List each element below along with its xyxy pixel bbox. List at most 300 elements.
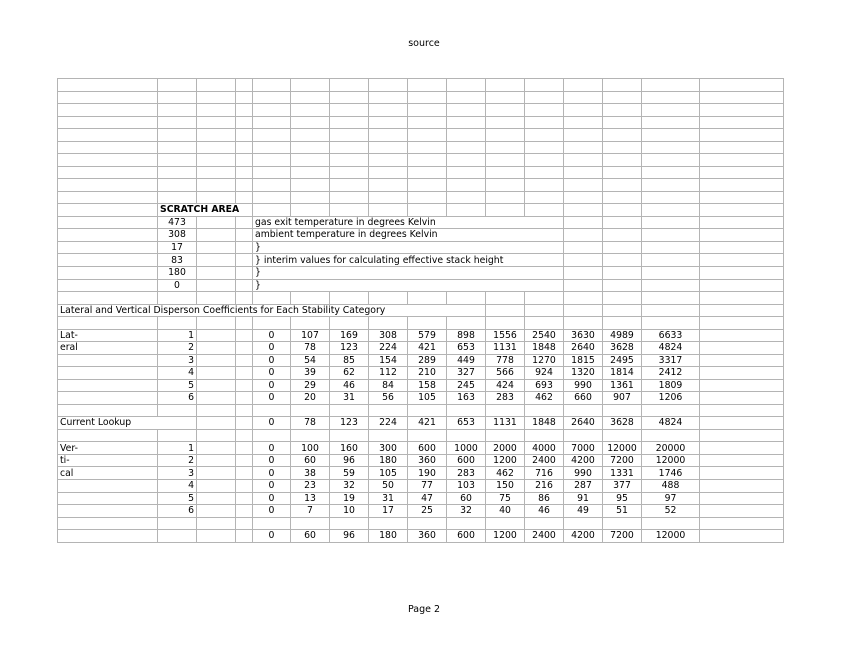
coefficient-cell[interactable]: 488 bbox=[642, 480, 700, 493]
grid-cell[interactable] bbox=[603, 191, 642, 204]
grid-cell[interactable] bbox=[700, 392, 784, 405]
grid-cell[interactable] bbox=[369, 179, 408, 192]
grid-cell[interactable] bbox=[447, 129, 486, 142]
coefficient-cell[interactable]: 0 bbox=[253, 505, 291, 518]
grid-cell[interactable] bbox=[408, 179, 447, 192]
grid-cell[interactable] bbox=[603, 104, 642, 117]
stability-category-cell[interactable]: 2 bbox=[158, 342, 197, 355]
grid-cell[interactable] bbox=[369, 429, 408, 442]
grid-cell[interactable] bbox=[447, 116, 486, 129]
grid-cell[interactable] bbox=[603, 317, 642, 330]
coefficient-cell[interactable]: 50 bbox=[369, 480, 408, 493]
grid-cell[interactable] bbox=[408, 317, 447, 330]
grid-cell[interactable] bbox=[642, 317, 700, 330]
grid-cell[interactable] bbox=[253, 129, 291, 142]
grid-cell[interactable] bbox=[564, 191, 603, 204]
scratch-note[interactable]: ambient temperature in degrees Kelvin bbox=[253, 229, 564, 242]
grid-cell[interactable] bbox=[642, 229, 700, 242]
grid-cell[interactable] bbox=[369, 141, 408, 154]
grid-cell[interactable] bbox=[603, 517, 642, 530]
grid-cell[interactable] bbox=[236, 191, 253, 204]
grid-cell[interactable] bbox=[291, 129, 330, 142]
row-label[interactable] bbox=[58, 379, 158, 392]
grid-cell[interactable] bbox=[408, 116, 447, 129]
grid-cell[interactable] bbox=[291, 317, 330, 330]
grid-cell[interactable] bbox=[197, 266, 236, 279]
grid-cell[interactable] bbox=[58, 129, 158, 142]
grid-cell[interactable] bbox=[253, 179, 291, 192]
coefficient-cell[interactable]: 56 bbox=[369, 392, 408, 405]
coefficient-cell[interactable]: 13 bbox=[291, 492, 330, 505]
grid-cell[interactable] bbox=[236, 254, 253, 267]
grid-cell[interactable] bbox=[700, 480, 784, 493]
coefficient-cell[interactable]: 19 bbox=[330, 492, 369, 505]
lookup-cell[interactable]: 421 bbox=[408, 417, 447, 430]
grid-cell[interactable] bbox=[525, 91, 564, 104]
coefficient-cell[interactable]: 424 bbox=[486, 379, 525, 392]
grid-cell[interactable] bbox=[700, 517, 784, 530]
row-label[interactable] bbox=[58, 354, 158, 367]
grid-cell[interactable] bbox=[700, 417, 784, 430]
grid-cell[interactable] bbox=[330, 317, 369, 330]
grid-cell[interactable] bbox=[197, 279, 236, 292]
row-label[interactable] bbox=[58, 505, 158, 518]
grid-cell[interactable] bbox=[564, 79, 603, 92]
grid-cell[interactable] bbox=[447, 292, 486, 305]
grid-cell[interactable] bbox=[525, 166, 564, 179]
lookup-cell[interactable]: 12000 bbox=[642, 530, 700, 543]
grid-cell[interactable] bbox=[236, 454, 253, 467]
grid-cell[interactable] bbox=[369, 191, 408, 204]
grid-cell[interactable] bbox=[291, 91, 330, 104]
coefficient-cell[interactable]: 103 bbox=[447, 480, 486, 493]
grid-cell[interactable] bbox=[642, 429, 700, 442]
grid-cell[interactable] bbox=[253, 317, 291, 330]
grid-cell[interactable] bbox=[330, 191, 369, 204]
grid-cell[interactable] bbox=[603, 266, 642, 279]
grid-cell[interactable] bbox=[700, 379, 784, 392]
grid-cell[interactable] bbox=[58, 104, 158, 117]
grid-cell[interactable] bbox=[486, 191, 525, 204]
grid-cell[interactable] bbox=[330, 104, 369, 117]
grid-cell[interactable] bbox=[197, 254, 236, 267]
scratch-value[interactable]: 17 bbox=[158, 241, 197, 254]
coefficient-cell[interactable]: 1815 bbox=[564, 354, 603, 367]
grid-cell[interactable] bbox=[58, 266, 158, 279]
grid-cell[interactable] bbox=[700, 429, 784, 442]
grid-cell[interactable] bbox=[525, 179, 564, 192]
grid-cell[interactable] bbox=[58, 116, 158, 129]
lookup-cell[interactable]: 1848 bbox=[525, 417, 564, 430]
grid-cell[interactable] bbox=[236, 279, 253, 292]
coefficient-cell[interactable]: 86 bbox=[525, 492, 564, 505]
grid-cell[interactable] bbox=[197, 454, 236, 467]
grid-cell[interactable] bbox=[197, 429, 236, 442]
grid-cell[interactable] bbox=[236, 91, 253, 104]
grid-cell[interactable] bbox=[236, 342, 253, 355]
coefficient-cell[interactable]: 2400 bbox=[525, 454, 564, 467]
coefficient-cell[interactable]: 2495 bbox=[603, 354, 642, 367]
grid-cell[interactable] bbox=[197, 191, 236, 204]
lookup-cell[interactable]: 2640 bbox=[564, 417, 603, 430]
grid-cell[interactable] bbox=[408, 154, 447, 167]
grid-cell[interactable] bbox=[486, 204, 525, 217]
grid-cell[interactable] bbox=[253, 204, 291, 217]
grid-cell[interactable] bbox=[369, 91, 408, 104]
coefficient-cell[interactable]: 421 bbox=[408, 342, 447, 355]
grid-cell[interactable] bbox=[253, 292, 291, 305]
coefficient-cell[interactable]: 31 bbox=[369, 492, 408, 505]
lookup-cell[interactable]: 180 bbox=[369, 530, 408, 543]
coefficient-cell[interactable]: 39 bbox=[291, 367, 330, 380]
grid-cell[interactable] bbox=[700, 304, 784, 317]
coefficient-cell[interactable]: 462 bbox=[486, 467, 525, 480]
grid-cell[interactable] bbox=[236, 505, 253, 518]
grid-cell[interactable] bbox=[58, 429, 158, 442]
grid-cell[interactable] bbox=[197, 104, 236, 117]
grid-cell[interactable] bbox=[564, 104, 603, 117]
grid-cell[interactable] bbox=[291, 154, 330, 167]
coefficient-cell[interactable]: 0 bbox=[253, 354, 291, 367]
coefficient-cell[interactable]: 1361 bbox=[603, 379, 642, 392]
grid-cell[interactable] bbox=[253, 517, 291, 530]
grid-cell[interactable] bbox=[525, 317, 564, 330]
coefficient-cell[interactable]: 84 bbox=[369, 379, 408, 392]
grid-cell[interactable] bbox=[369, 317, 408, 330]
grid-cell[interactable] bbox=[642, 517, 700, 530]
grid-cell[interactable] bbox=[408, 404, 447, 417]
coefficient-cell[interactable]: 924 bbox=[525, 367, 564, 380]
grid-cell[interactable] bbox=[158, 141, 197, 154]
grid-cell[interactable] bbox=[58, 317, 158, 330]
grid-cell[interactable] bbox=[564, 179, 603, 192]
grid-cell[interactable] bbox=[253, 79, 291, 92]
lookup-cell[interactable]: 2400 bbox=[525, 530, 564, 543]
grid-cell[interactable] bbox=[486, 166, 525, 179]
coefficient-cell[interactable]: 283 bbox=[486, 392, 525, 405]
grid-cell[interactable] bbox=[197, 530, 236, 543]
grid-cell[interactable] bbox=[158, 530, 197, 543]
grid-cell[interactable] bbox=[236, 154, 253, 167]
coefficient-cell[interactable]: 1331 bbox=[603, 467, 642, 480]
stability-category-cell[interactable]: 6 bbox=[158, 392, 197, 405]
coefficient-cell[interactable]: 47 bbox=[408, 492, 447, 505]
coefficient-cell[interactable]: 1746 bbox=[642, 467, 700, 480]
grid-cell[interactable] bbox=[330, 116, 369, 129]
grid-cell[interactable] bbox=[253, 191, 291, 204]
grid-cell[interactable] bbox=[642, 91, 700, 104]
coefficient-cell[interactable]: 29 bbox=[291, 379, 330, 392]
coefficient-cell[interactable]: 6633 bbox=[642, 329, 700, 342]
grid-cell[interactable] bbox=[369, 79, 408, 92]
grid-cell[interactable] bbox=[236, 179, 253, 192]
scratch-value[interactable]: 308 bbox=[158, 229, 197, 242]
row-label[interactable]: cal bbox=[58, 467, 158, 480]
grid-cell[interactable] bbox=[525, 191, 564, 204]
grid-cell[interactable] bbox=[197, 141, 236, 154]
grid-cell[interactable] bbox=[197, 317, 236, 330]
grid-cell[interactable] bbox=[700, 530, 784, 543]
grid-cell[interactable] bbox=[408, 104, 447, 117]
grid-cell[interactable] bbox=[642, 79, 700, 92]
scratch-area-title[interactable]: SCRATCH AREA bbox=[158, 204, 253, 217]
grid-cell[interactable] bbox=[197, 467, 236, 480]
coefficient-cell[interactable]: 245 bbox=[447, 379, 486, 392]
coefficient-cell[interactable]: 10 bbox=[330, 505, 369, 518]
lookup-cell[interactable]: 96 bbox=[330, 530, 369, 543]
coefficient-cell[interactable]: 52 bbox=[642, 505, 700, 518]
grid-cell[interactable] bbox=[408, 429, 447, 442]
grid-cell[interactable] bbox=[564, 266, 603, 279]
coefficient-cell[interactable]: 898 bbox=[447, 329, 486, 342]
coefficient-cell[interactable]: 150 bbox=[486, 480, 525, 493]
coefficient-cell[interactable]: 377 bbox=[603, 480, 642, 493]
coefficient-cell[interactable]: 0 bbox=[253, 492, 291, 505]
grid-cell[interactable] bbox=[486, 141, 525, 154]
grid-cell[interactable] bbox=[564, 141, 603, 154]
coefficient-cell[interactable]: 46 bbox=[525, 505, 564, 518]
grid-cell[interactable] bbox=[603, 179, 642, 192]
coefficient-cell[interactable]: 1206 bbox=[642, 392, 700, 405]
grid-cell[interactable] bbox=[330, 404, 369, 417]
grid-cell[interactable] bbox=[525, 429, 564, 442]
coefficient-cell[interactable]: 716 bbox=[525, 467, 564, 480]
row-label[interactable] bbox=[58, 492, 158, 505]
grid-cell[interactable] bbox=[58, 216, 158, 229]
grid-cell[interactable] bbox=[236, 329, 253, 342]
grid-cell[interactable] bbox=[236, 166, 253, 179]
grid-cell[interactable] bbox=[525, 129, 564, 142]
coefficient-cell[interactable]: 3628 bbox=[603, 342, 642, 355]
grid-cell[interactable] bbox=[158, 317, 197, 330]
grid-cell[interactable] bbox=[58, 229, 158, 242]
coefficient-cell[interactable]: 462 bbox=[525, 392, 564, 405]
grid-cell[interactable] bbox=[447, 429, 486, 442]
coefficient-cell[interactable]: 96 bbox=[330, 454, 369, 467]
grid-cell[interactable] bbox=[158, 154, 197, 167]
grid-cell[interactable] bbox=[197, 329, 236, 342]
grid-cell[interactable] bbox=[58, 91, 158, 104]
grid-cell[interactable] bbox=[408, 141, 447, 154]
grid-cell[interactable] bbox=[700, 266, 784, 279]
grid-cell[interactable] bbox=[564, 166, 603, 179]
grid-cell[interactable] bbox=[197, 392, 236, 405]
grid-cell[interactable] bbox=[291, 292, 330, 305]
grid-cell[interactable] bbox=[158, 191, 197, 204]
coefficient-cell[interactable]: 12000 bbox=[603, 442, 642, 455]
grid-cell[interactable] bbox=[700, 454, 784, 467]
grid-cell[interactable] bbox=[603, 429, 642, 442]
grid-cell[interactable] bbox=[58, 154, 158, 167]
grid-cell[interactable] bbox=[642, 116, 700, 129]
coefficient-cell[interactable]: 154 bbox=[369, 354, 408, 367]
grid-cell[interactable] bbox=[197, 154, 236, 167]
coefficient-cell[interactable]: 216 bbox=[525, 480, 564, 493]
lookup-cell[interactable]: 600 bbox=[447, 530, 486, 543]
grid-cell[interactable] bbox=[525, 517, 564, 530]
coefficient-cell[interactable]: 1848 bbox=[525, 342, 564, 355]
grid-cell[interactable] bbox=[408, 292, 447, 305]
grid-cell[interactable] bbox=[603, 254, 642, 267]
scratch-note[interactable]: } interim values for calculating effective stack height bbox=[253, 254, 564, 267]
scratch-note[interactable]: gas exit temperature in degrees Kelvin bbox=[253, 216, 564, 229]
coefficient-cell[interactable]: 180 bbox=[369, 454, 408, 467]
coefficient-cell[interactable]: 287 bbox=[564, 480, 603, 493]
row-label[interactable] bbox=[58, 392, 158, 405]
grid-cell[interactable] bbox=[700, 166, 784, 179]
grid-cell[interactable] bbox=[236, 404, 253, 417]
grid-cell[interactable] bbox=[253, 116, 291, 129]
grid-cell[interactable] bbox=[700, 229, 784, 242]
grid-cell[interactable] bbox=[642, 241, 700, 254]
grid-cell[interactable] bbox=[603, 279, 642, 292]
grid-cell[interactable] bbox=[525, 304, 564, 317]
coefficient-cell[interactable]: 0 bbox=[253, 442, 291, 455]
grid-cell[interactable] bbox=[642, 104, 700, 117]
grid-cell[interactable] bbox=[603, 204, 642, 217]
coefficient-cell[interactable]: 107 bbox=[291, 329, 330, 342]
scratch-note[interactable]: } bbox=[253, 279, 564, 292]
lookup-cell[interactable]: 60 bbox=[291, 530, 330, 543]
scratch-note[interactable]: } bbox=[253, 241, 564, 254]
grid-cell[interactable] bbox=[447, 317, 486, 330]
coefficient-cell[interactable]: 308 bbox=[369, 329, 408, 342]
grid-cell[interactable] bbox=[253, 91, 291, 104]
coefficient-cell[interactable]: 360 bbox=[408, 454, 447, 467]
grid-cell[interactable] bbox=[253, 104, 291, 117]
grid-cell[interactable] bbox=[197, 116, 236, 129]
grid-cell[interactable] bbox=[197, 229, 236, 242]
grid-cell[interactable] bbox=[486, 79, 525, 92]
grid-cell[interactable] bbox=[700, 279, 784, 292]
grid-cell[interactable] bbox=[408, 91, 447, 104]
grid-cell[interactable] bbox=[291, 79, 330, 92]
grid-cell[interactable] bbox=[603, 154, 642, 167]
lookup-cell[interactable]: 653 bbox=[447, 417, 486, 430]
grid-cell[interactable] bbox=[236, 392, 253, 405]
scratch-value[interactable]: 180 bbox=[158, 266, 197, 279]
row-label[interactable]: Ver- bbox=[58, 442, 158, 455]
grid-cell[interactable] bbox=[564, 429, 603, 442]
grid-cell[interactable] bbox=[330, 429, 369, 442]
grid-cell[interactable] bbox=[330, 517, 369, 530]
coefficient-cell[interactable]: 32 bbox=[447, 505, 486, 518]
grid-cell[interactable] bbox=[564, 404, 603, 417]
grid-cell[interactable] bbox=[291, 179, 330, 192]
grid-cell[interactable] bbox=[58, 191, 158, 204]
stability-category-cell[interactable]: 4 bbox=[158, 480, 197, 493]
grid-cell[interactable] bbox=[700, 191, 784, 204]
grid-cell[interactable] bbox=[486, 317, 525, 330]
grid-cell[interactable] bbox=[700, 216, 784, 229]
coefficient-cell[interactable]: 160 bbox=[330, 442, 369, 455]
grid-cell[interactable] bbox=[700, 79, 784, 92]
coefficient-cell[interactable]: 20000 bbox=[642, 442, 700, 455]
grid-cell[interactable] bbox=[197, 216, 236, 229]
grid-cell[interactable] bbox=[700, 442, 784, 455]
coefficient-cell[interactable]: 158 bbox=[408, 379, 447, 392]
coefficient-cell[interactable]: 25 bbox=[408, 505, 447, 518]
lookup-cell[interactable]: 360 bbox=[408, 530, 447, 543]
lookup-cell[interactable]: 7200 bbox=[603, 530, 642, 543]
coefficient-cell[interactable]: 112 bbox=[369, 367, 408, 380]
grid-cell[interactable] bbox=[236, 229, 253, 242]
grid-cell[interactable] bbox=[564, 204, 603, 217]
grid-cell[interactable] bbox=[58, 292, 158, 305]
grid-cell[interactable] bbox=[236, 492, 253, 505]
stability-category-cell[interactable]: 4 bbox=[158, 367, 197, 380]
coefficient-cell[interactable]: 91 bbox=[564, 492, 603, 505]
coefficient-cell[interactable]: 51 bbox=[603, 505, 642, 518]
grid-cell[interactable] bbox=[197, 354, 236, 367]
coefficient-cell[interactable]: 62 bbox=[330, 367, 369, 380]
coefficient-cell[interactable]: 990 bbox=[564, 467, 603, 480]
grid-cell[interactable] bbox=[642, 292, 700, 305]
grid-cell[interactable] bbox=[700, 141, 784, 154]
coefficient-cell[interactable]: 1131 bbox=[486, 342, 525, 355]
coefficient-cell[interactable]: 0 bbox=[253, 467, 291, 480]
grid-cell[interactable] bbox=[197, 79, 236, 92]
grid-cell[interactable] bbox=[158, 179, 197, 192]
grid-cell[interactable] bbox=[603, 241, 642, 254]
grid-cell[interactable] bbox=[236, 467, 253, 480]
grid-cell[interactable] bbox=[700, 129, 784, 142]
coefficient-cell[interactable]: 1556 bbox=[486, 329, 525, 342]
stability-category-cell[interactable]: 1 bbox=[158, 442, 197, 455]
grid-cell[interactable] bbox=[564, 241, 603, 254]
grid-cell[interactable] bbox=[700, 204, 784, 217]
grid-cell[interactable] bbox=[330, 292, 369, 305]
grid-cell[interactable] bbox=[58, 254, 158, 267]
coefficient-cell[interactable]: 2000 bbox=[486, 442, 525, 455]
grid-cell[interactable] bbox=[447, 517, 486, 530]
grid-cell[interactable] bbox=[700, 241, 784, 254]
coefficient-cell[interactable]: 4200 bbox=[564, 454, 603, 467]
grid-cell[interactable] bbox=[564, 517, 603, 530]
grid-cell[interactable] bbox=[197, 480, 236, 493]
grid-cell[interactable] bbox=[369, 116, 408, 129]
coefficient-cell[interactable]: 7200 bbox=[603, 454, 642, 467]
grid-cell[interactable] bbox=[447, 141, 486, 154]
scratch-value[interactable]: 83 bbox=[158, 254, 197, 267]
grid-cell[interactable] bbox=[291, 166, 330, 179]
coefficient-cell[interactable]: 1320 bbox=[564, 367, 603, 380]
grid-cell[interactable] bbox=[158, 292, 197, 305]
coefficient-cell[interactable]: 0 bbox=[253, 392, 291, 405]
grid-cell[interactable] bbox=[603, 404, 642, 417]
grid-cell[interactable] bbox=[58, 279, 158, 292]
grid-cell[interactable] bbox=[158, 429, 197, 442]
grid-cell[interactable] bbox=[447, 154, 486, 167]
section-title[interactable]: Lateral and Vertical Disperson Coefficients for Each Stability Category bbox=[58, 304, 486, 317]
grid-cell[interactable] bbox=[236, 79, 253, 92]
grid-cell[interactable] bbox=[564, 254, 603, 267]
coefficient-cell[interactable]: 7 bbox=[291, 505, 330, 518]
grid-cell[interactable] bbox=[158, 129, 197, 142]
coefficient-cell[interactable]: 0 bbox=[253, 329, 291, 342]
coefficient-cell[interactable]: 907 bbox=[603, 392, 642, 405]
grid-cell[interactable] bbox=[158, 91, 197, 104]
grid-cell[interactable] bbox=[197, 505, 236, 518]
stability-category-cell[interactable]: 3 bbox=[158, 467, 197, 480]
lookup-cell[interactable]: 1200 bbox=[486, 530, 525, 543]
grid-cell[interactable] bbox=[700, 329, 784, 342]
coefficient-cell[interactable]: 0 bbox=[253, 480, 291, 493]
grid-cell[interactable] bbox=[700, 342, 784, 355]
coefficient-cell[interactable]: 2640 bbox=[564, 342, 603, 355]
row-label[interactable]: ti- bbox=[58, 454, 158, 467]
grid-cell[interactable] bbox=[525, 141, 564, 154]
